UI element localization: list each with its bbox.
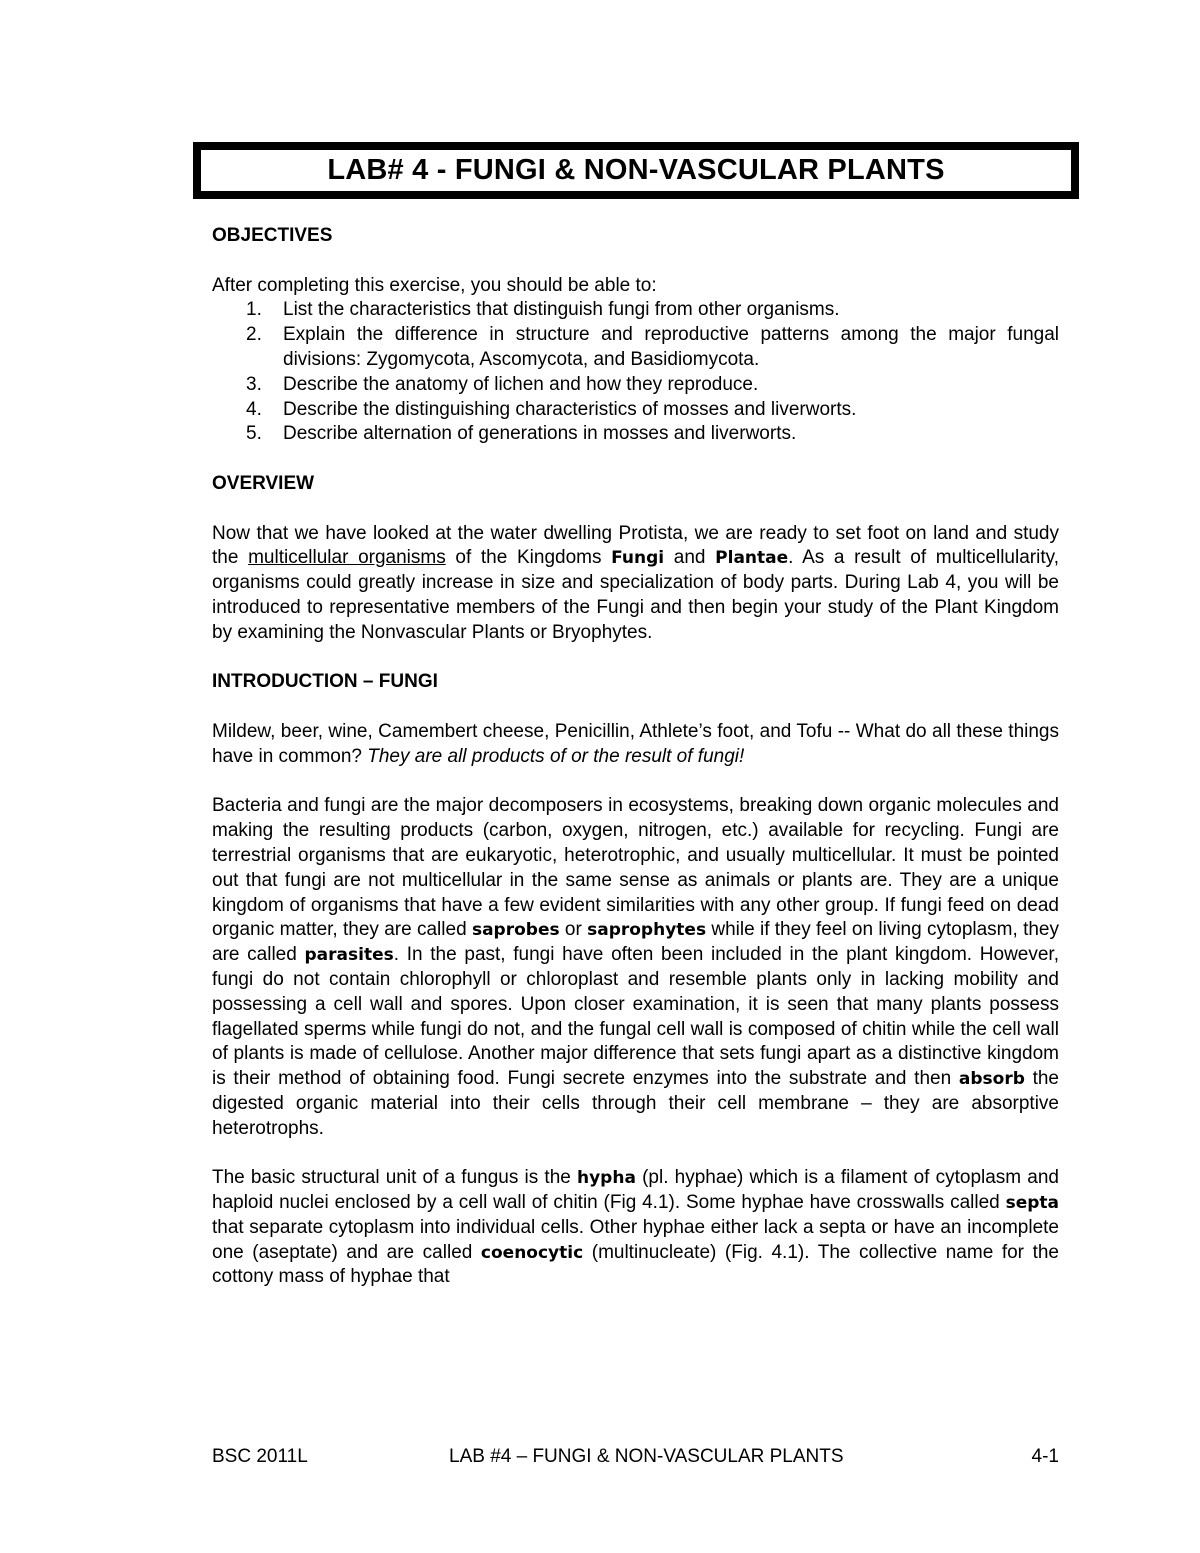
list-item-number: 5. bbox=[246, 423, 262, 445]
objectives-intro: After completing this exercise, you should be able to: bbox=[212, 274, 657, 296]
page-footer bbox=[212, 1446, 1059, 1472]
title-box bbox=[193, 142, 1079, 199]
list-item-text: Describe the anatomy of lichen and how they reproduce. bbox=[283, 373, 759, 395]
key-term: parasites bbox=[304, 945, 394, 966]
list-item bbox=[212, 398, 1059, 423]
list-item-text: Describe the distinguishing characteristics of mosses and liverworts. bbox=[283, 398, 857, 420]
underlined-phrase: multicellular organisms bbox=[248, 547, 446, 569]
key-term: coenocytic bbox=[480, 1242, 584, 1263]
key-term: saprobes bbox=[471, 920, 560, 941]
key-term: Fungi bbox=[611, 548, 665, 569]
overview-paragraph: Now that we have looked at the water dwelling Protista, we are ready to set foot on land and study the multicellular organisms of the Kingdoms Fungi and Plantae. As a result of multicellularity, organisms could greatly increase in size and specialization of body parts. During Lab 4, you will be introduced to representative members of the Fungi and then begin your study of the Plant Kingdom by examining the Nonvascular Plants or Bryophytes. bbox=[212, 522, 1059, 643]
footer-page-number: 4-1 bbox=[1031, 1446, 1059, 1467]
list-item bbox=[212, 373, 1059, 398]
document-body bbox=[212, 224, 1059, 1290]
list-item-text: Describe alternation of generations in mosses and liverworts. bbox=[283, 423, 797, 445]
list-item bbox=[212, 323, 1059, 373]
footer-lab-title: LAB #4 – FUNGI & NON-VASCULAR PLANTS bbox=[449, 1446, 844, 1467]
key-term: septa bbox=[1005, 1193, 1059, 1214]
objectives-heading: OBJECTIVES bbox=[212, 225, 333, 246]
intro-paragraph-3: The basic structural unit of a fungus is the hypha (pl. hyphae) which is a filament of cytoplasm and haploid nuclei enclosed by a cell wall of chitin (Fig 4.1). Some hyphae have crosswalls called septa that separate cytoplasm into individual cells. Other hyphae either lack a septa or have an incomplete one (aseptate) and are called coenocytic (multinucleate) (Fig. 4.1). The collective name for the cottony mass of hyphae that bbox=[212, 1167, 1060, 1288]
overview-heading: OVERVIEW bbox=[212, 472, 315, 494]
key-term: Plantae bbox=[715, 548, 789, 569]
key-term: saprophytes bbox=[587, 920, 707, 941]
key-term: absorb bbox=[958, 1069, 1025, 1090]
introduction-fungi-heading: INTRODUCTION – FUNGI bbox=[212, 671, 438, 693]
list-item-text: Explain the difference in structure and reproductive patterns among the major fungal divisions: Zygomycota, Ascomycota, and Basidiomycota. bbox=[283, 324, 1059, 370]
italic-phrase: They are all products of or the result of fungi! bbox=[367, 745, 745, 767]
intro-paragraph-1: Mildew, beer, wine, Camembert cheese, Penicillin, Athlete’s foot, and Tofu -- What do all these things have in common? They are all products of or the result of fungi! bbox=[212, 720, 1059, 767]
intro-paragraph-2: Bacteria and fungi are the major decomposers in ecosystems, breaking down organic molecules and making the resulting products (carbon, oxygen, nitrogen, etc.) available for recycling. Fungi are terrestrial organisms that are eukaryotic, heterotrophic, and usually multicellular. It must be pointed out that fungi are not multicellular in the same sense as animals or plants are. They are a unique kingdom of organisms that have a few evident similarities with any other group. If fungi feed on dead organic matter, they are called saprobes or saprophytes while if they feel on living cytoplasm, they are called parasites. In the past, fungi have often been included in the plant kingdom. However, fungi do not contain chlorophyll or chloroplast and resemble plants only in lacking mobility and possessing a cell wall and spores. Upon closer examination, it is seen that many plants possess flagellated sperms while fungi do not, and the fungal cell wall is composed of chitin while the cell wall of plants is made of cellulose. Another major difference that sets fungi apart as a distinctive kingdom is their method of obtaining food. Fungi secrete enzymes into the substrate and then absorb the digested organic material into their cells through their cell membrane – they are absorptive heterotrophs. bbox=[212, 795, 1060, 1139]
objectives-list bbox=[212, 298, 1059, 447]
key-term: hypha bbox=[577, 1168, 636, 1189]
page-title: LAB# 4 - FUNGI & NON-VASCULAR PLANTS bbox=[327, 154, 945, 186]
list-item-number: 4. bbox=[246, 398, 262, 420]
list-item-number: 1. bbox=[246, 299, 262, 321]
list-item-number: 3. bbox=[246, 373, 262, 395]
list-item-number: 2. bbox=[246, 324, 262, 346]
list-item-text: List the characteristics that distinguish fungi from other organisms. bbox=[283, 299, 840, 321]
footer-course-code: BSC 2011L bbox=[212, 1446, 308, 1467]
list-item bbox=[212, 298, 1059, 323]
list-item bbox=[212, 422, 1059, 447]
